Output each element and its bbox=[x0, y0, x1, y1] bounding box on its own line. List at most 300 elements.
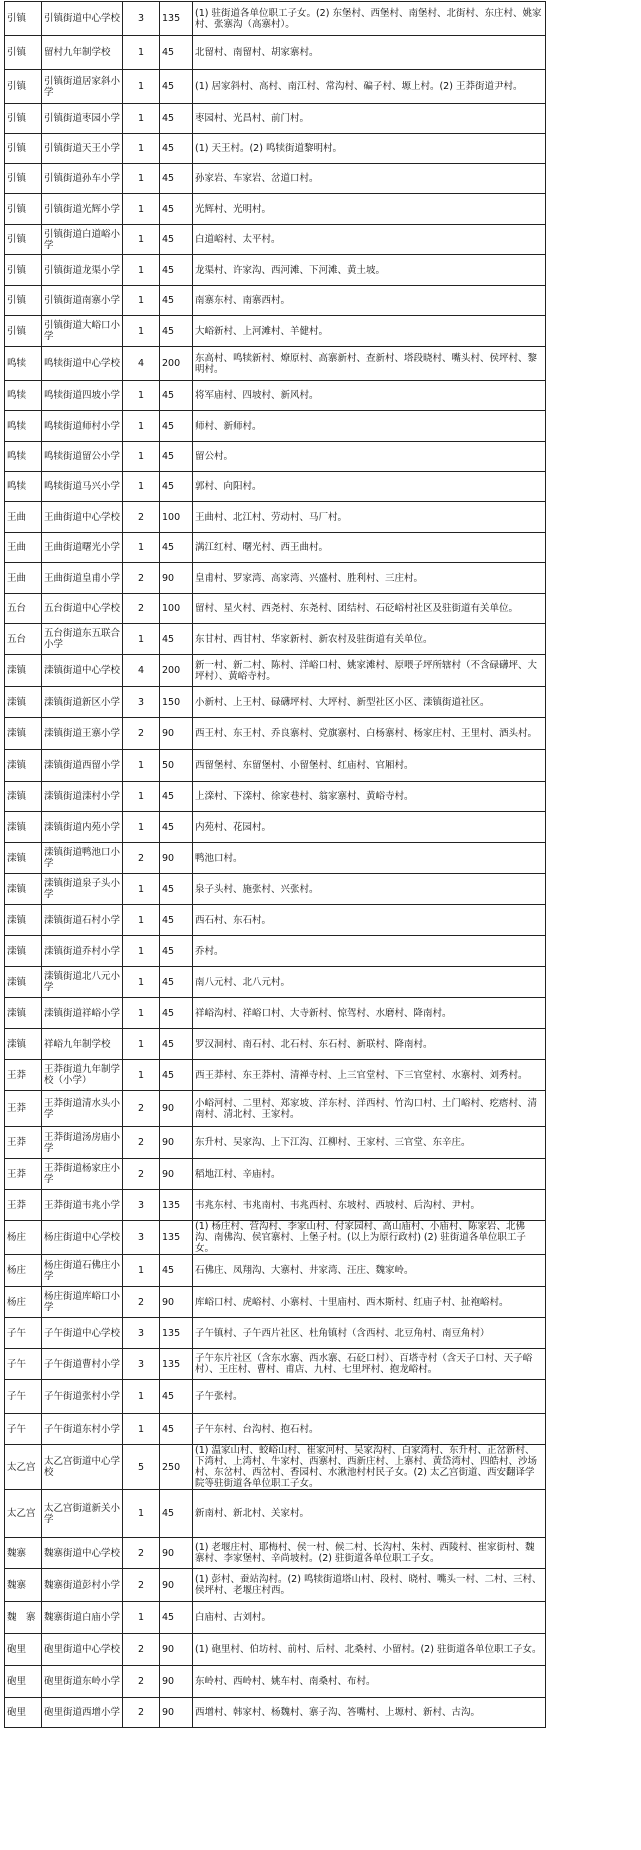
student-count-cell: 135 bbox=[160, 1221, 193, 1255]
service-area-cell: 西王村、东王村、乔良寨村、党旗寨村、白杨寨村、杨家庄村、王里村、酒头村。 bbox=[193, 718, 546, 750]
town-cell: 砲里 bbox=[5, 1666, 42, 1698]
service-area-cell: (1) 杨庄村、营沟村、李家山村、付家园村、高山庙村、小庙村、陈家岩、北佛沟、南佛沟、侯官寨村、上堡子村。(以上为原行政村) (2) 驻街道各单位职工子女。 bbox=[193, 1221, 546, 1255]
service-area-cell: 子午东村、台沟村、抱石村。 bbox=[193, 1414, 546, 1445]
school-name-cell: 滦镇街道新区小学 bbox=[42, 687, 123, 718]
school-name-cell: 王莽街道杨家庄小学 bbox=[42, 1159, 123, 1190]
school-name-cell: 滦镇街道泉子头小学 bbox=[42, 874, 123, 905]
student-count-cell: 45 bbox=[160, 533, 193, 563]
table-row bbox=[5, 1029, 546, 1060]
class-count-cell: 1 bbox=[123, 533, 160, 563]
table-row bbox=[5, 594, 546, 624]
town-cell: 子午 bbox=[5, 1318, 42, 1349]
class-count-cell: 3 bbox=[123, 1349, 160, 1380]
town-cell: 五台 bbox=[5, 594, 42, 624]
student-count-cell: 45 bbox=[160, 286, 193, 316]
class-count-cell: 3 bbox=[123, 1221, 160, 1255]
class-count-cell: 3 bbox=[123, 2, 160, 36]
class-count-cell: 1 bbox=[123, 164, 160, 194]
town-cell: 鸣犊 bbox=[5, 411, 42, 442]
table-row bbox=[5, 1634, 546, 1666]
table-row bbox=[5, 624, 546, 655]
service-area-cell: 罗汉洞村、南石村、北石村、东石村、新联村、降南村。 bbox=[193, 1029, 546, 1060]
school-name-cell: 五台街道东五联合小学 bbox=[42, 624, 123, 655]
class-count-cell: 1 bbox=[123, 472, 160, 502]
service-area-cell: 内苑村、花园村。 bbox=[193, 812, 546, 843]
service-area-cell: 南寨东村、南寨西村。 bbox=[193, 286, 546, 316]
school-name-cell: 王曲街道曙光小学 bbox=[42, 533, 123, 563]
table-row bbox=[5, 1255, 546, 1287]
table-row bbox=[5, 286, 546, 316]
table-row bbox=[5, 347, 546, 381]
service-area-cell: 西增村、韩家村、杨魏村、寨子沟、答嘴村、上塬村、新村、古沟。 bbox=[193, 1698, 546, 1728]
class-count-cell: 1 bbox=[123, 36, 160, 70]
table-row bbox=[5, 843, 546, 874]
class-count-cell: 2 bbox=[123, 718, 160, 750]
table-row bbox=[5, 718, 546, 750]
service-area-cell: 韦兆东村、韦兆南村、韦兆西村、东坡村、西坡村、后沟村、尹村。 bbox=[193, 1190, 546, 1221]
service-area-cell: 子午东片社区（含东水寨、西水寨、石砭口村）、百塔寺村（含天子口村、天子峪村）、王庄村、曹村、甫店、九村、七里坪村、抱龙峪村。 bbox=[193, 1349, 546, 1380]
class-count-cell: 1 bbox=[123, 381, 160, 411]
school-name-cell: 引镇街道白道峪小学 bbox=[42, 225, 123, 255]
student-count-cell: 45 bbox=[160, 967, 193, 998]
class-count-cell: 1 bbox=[123, 1490, 160, 1538]
table-row bbox=[5, 134, 546, 164]
table-row bbox=[5, 1349, 546, 1380]
student-count-cell: 135 bbox=[160, 1349, 193, 1380]
student-count-cell: 45 bbox=[160, 936, 193, 967]
student-count-cell: 90 bbox=[160, 1698, 193, 1728]
service-area-cell: (1) 驻街道各单位职工子女。(2) 东堡村、西堡村、南堡村、北街村、东庄村、姚家村、张寨沟（高寨村）。 bbox=[193, 2, 546, 36]
class-count-cell: 1 bbox=[123, 286, 160, 316]
student-count-cell: 90 bbox=[160, 1127, 193, 1159]
town-cell: 滦镇 bbox=[5, 812, 42, 843]
class-count-cell: 5 bbox=[123, 1445, 160, 1490]
town-cell: 滦镇 bbox=[5, 936, 42, 967]
town-cell: 引镇 bbox=[5, 286, 42, 316]
service-area-cell: 枣园村、光昌村、前门村。 bbox=[193, 104, 546, 134]
student-count-cell: 45 bbox=[160, 1602, 193, 1634]
school-name-cell: 王曲街道皇甫小学 bbox=[42, 563, 123, 594]
school-name-cell: 王莽街道汤房庙小学 bbox=[42, 1127, 123, 1159]
student-count-cell: 45 bbox=[160, 194, 193, 225]
class-count-cell: 2 bbox=[123, 1666, 160, 1698]
town-cell: 引镇 bbox=[5, 134, 42, 164]
table-row bbox=[5, 1060, 546, 1091]
table-row bbox=[5, 1380, 546, 1414]
student-count-cell: 250 bbox=[160, 1445, 193, 1490]
town-cell: 王莽 bbox=[5, 1060, 42, 1091]
town-cell: 引镇 bbox=[5, 194, 42, 225]
class-count-cell: 1 bbox=[123, 255, 160, 286]
class-count-cell: 2 bbox=[123, 1127, 160, 1159]
student-count-cell: 45 bbox=[160, 812, 193, 843]
student-count-cell: 90 bbox=[160, 843, 193, 874]
school-name-cell: 子午街道中心学校 bbox=[42, 1318, 123, 1349]
town-cell: 砲里 bbox=[5, 1634, 42, 1666]
school-name-cell: 王莽街道韦兆小学 bbox=[42, 1190, 123, 1221]
town-cell: 引镇 bbox=[5, 2, 42, 36]
town-cell: 王曲 bbox=[5, 502, 42, 533]
class-count-cell: 2 bbox=[123, 1287, 160, 1318]
student-count-cell: 45 bbox=[160, 472, 193, 502]
service-area-cell: 石佛庄、凤翔沟、大寨村、井家湾、汪庄、魏家岭。 bbox=[193, 1255, 546, 1287]
service-area-cell: 白道峪村、太平村。 bbox=[193, 225, 546, 255]
town-cell: 滦镇 bbox=[5, 998, 42, 1029]
town-cell: 滦镇 bbox=[5, 750, 42, 782]
school-name-cell: 引镇街道光辉小学 bbox=[42, 194, 123, 225]
town-cell: 杨庄 bbox=[5, 1221, 42, 1255]
service-area-cell: 乔村。 bbox=[193, 936, 546, 967]
town-cell: 子午 bbox=[5, 1380, 42, 1414]
table-row bbox=[5, 2, 546, 36]
school-name-cell: 滦镇街道中心学校 bbox=[42, 655, 123, 687]
student-count-cell: 135 bbox=[160, 2, 193, 36]
school-name-cell: 引镇街道大峪口小学 bbox=[42, 316, 123, 347]
table-row bbox=[5, 905, 546, 936]
school-name-cell: 滦镇街道滦村小学 bbox=[42, 782, 123, 812]
class-count-cell: 2 bbox=[123, 1698, 160, 1728]
class-count-cell: 1 bbox=[123, 1255, 160, 1287]
town-cell: 引镇 bbox=[5, 316, 42, 347]
school-name-cell: 太乙宫街道中心学校 bbox=[42, 1445, 123, 1490]
school-district-table bbox=[4, 1, 546, 1728]
school-name-cell: 滦镇街道乔村小学 bbox=[42, 936, 123, 967]
student-count-cell: 45 bbox=[160, 134, 193, 164]
class-count-cell: 1 bbox=[123, 624, 160, 655]
class-count-cell: 1 bbox=[123, 70, 160, 104]
school-name-cell: 滦镇街道王寨小学 bbox=[42, 718, 123, 750]
town-cell: 五台 bbox=[5, 624, 42, 655]
class-count-cell: 1 bbox=[123, 998, 160, 1029]
student-count-cell: 90 bbox=[160, 1538, 193, 1569]
school-name-cell: 鸣犊街道四坡小学 bbox=[42, 381, 123, 411]
town-cell: 滦镇 bbox=[5, 905, 42, 936]
school-name-cell: 引镇街道天王小学 bbox=[42, 134, 123, 164]
class-count-cell: 2 bbox=[123, 594, 160, 624]
table-row bbox=[5, 874, 546, 905]
table-row bbox=[5, 381, 546, 411]
school-name-cell: 滦镇街道北八元小学 bbox=[42, 967, 123, 998]
town-cell: 王莽 bbox=[5, 1190, 42, 1221]
table-row bbox=[5, 1318, 546, 1349]
class-count-cell: 2 bbox=[123, 1159, 160, 1190]
school-name-cell: 魏寨街道中心学校 bbox=[42, 1538, 123, 1569]
school-name-cell: 王莽街道九年制学校（小学） bbox=[42, 1060, 123, 1091]
student-count-cell: 90 bbox=[160, 1091, 193, 1127]
service-area-cell: 留公村。 bbox=[193, 442, 546, 472]
service-area-cell: 龙渠村、许家沟、西河滩、下河滩、黄土坡。 bbox=[193, 255, 546, 286]
service-area-cell: 稻地江村、辛庙村。 bbox=[193, 1159, 546, 1190]
class-count-cell: 1 bbox=[123, 194, 160, 225]
town-cell: 杨庄 bbox=[5, 1255, 42, 1287]
student-count-cell: 45 bbox=[160, 1255, 193, 1287]
town-cell: 王莽 bbox=[5, 1127, 42, 1159]
school-name-cell: 子午街道曹村小学 bbox=[42, 1349, 123, 1380]
table-row bbox=[5, 472, 546, 502]
service-area-cell: 东甘村、西甘村、华家新村、新农村及驻街道有关单位。 bbox=[193, 624, 546, 655]
service-area-cell: 师村、新师村。 bbox=[193, 411, 546, 442]
service-area-cell: 东岭村、西岭村、姚车村、南桑村、布村。 bbox=[193, 1666, 546, 1698]
service-area-cell: (1) 天王村。(2) 鸣犊街道黎明村。 bbox=[193, 134, 546, 164]
student-count-cell: 45 bbox=[160, 442, 193, 472]
town-cell: 太乙宫 bbox=[5, 1445, 42, 1490]
table-row bbox=[5, 563, 546, 594]
service-area-cell: 郭村、向阳村。 bbox=[193, 472, 546, 502]
service-area-cell: 祥峪沟村、祥峪口村、大寺新村、惊驾村、水磨村、降南村。 bbox=[193, 998, 546, 1029]
student-count-cell: 90 bbox=[160, 1569, 193, 1602]
school-name-cell: 杨庄街道石佛庄小学 bbox=[42, 1255, 123, 1287]
service-area-cell: 泉子头村、施张村、兴张村。 bbox=[193, 874, 546, 905]
class-count-cell: 1 bbox=[123, 936, 160, 967]
class-count-cell: 3 bbox=[123, 1318, 160, 1349]
class-count-cell: 1 bbox=[123, 1414, 160, 1445]
service-area-cell: (1) 砲里村、伯坊村、前村、后村、北桑村、小留村。(2) 驻街道各单位职工子女。 bbox=[193, 1634, 546, 1666]
school-name-cell: 杨庄街道中心学校 bbox=[42, 1221, 123, 1255]
school-name-cell: 太乙宫街道新关小学 bbox=[42, 1490, 123, 1538]
class-count-cell: 1 bbox=[123, 104, 160, 134]
student-count-cell: 200 bbox=[160, 655, 193, 687]
school-name-cell: 引镇街道南寨小学 bbox=[42, 286, 123, 316]
table-row bbox=[5, 1287, 546, 1318]
town-cell: 鸣犊 bbox=[5, 347, 42, 381]
table-row bbox=[5, 1091, 546, 1127]
table-row bbox=[5, 1414, 546, 1445]
table-row bbox=[5, 411, 546, 442]
service-area-cell: 光辉村、光明村。 bbox=[193, 194, 546, 225]
class-count-cell: 1 bbox=[123, 1602, 160, 1634]
town-cell: 子午 bbox=[5, 1349, 42, 1380]
table-row bbox=[5, 533, 546, 563]
town-cell: 引镇 bbox=[5, 255, 42, 286]
service-area-cell: 将军庙村、四坡村、新风村。 bbox=[193, 381, 546, 411]
student-count-cell: 45 bbox=[160, 1029, 193, 1060]
student-count-cell: 45 bbox=[160, 1380, 193, 1414]
school-name-cell: 鸣犊街道师村小学 bbox=[42, 411, 123, 442]
student-count-cell: 45 bbox=[160, 104, 193, 134]
class-count-cell: 1 bbox=[123, 750, 160, 782]
student-count-cell: 45 bbox=[160, 36, 193, 70]
school-name-cell: 祥峪九年制学校 bbox=[42, 1029, 123, 1060]
table-row bbox=[5, 812, 546, 843]
table-row bbox=[5, 1445, 546, 1490]
town-cell: 引镇 bbox=[5, 225, 42, 255]
class-count-cell: 1 bbox=[123, 812, 160, 843]
table-row bbox=[5, 1159, 546, 1190]
class-count-cell: 1 bbox=[123, 225, 160, 255]
school-name-cell: 引镇街道龙渠小学 bbox=[42, 255, 123, 286]
class-count-cell: 1 bbox=[123, 442, 160, 472]
school-name-cell: 引镇街道居家斜小学 bbox=[42, 70, 123, 104]
town-cell: 滦镇 bbox=[5, 782, 42, 812]
school-name-cell: 滦镇街道鸭池口小学 bbox=[42, 843, 123, 874]
class-count-cell: 1 bbox=[123, 316, 160, 347]
class-count-cell: 2 bbox=[123, 1634, 160, 1666]
school-name-cell: 魏寨街道白庙小学 bbox=[42, 1602, 123, 1634]
class-count-cell: 2 bbox=[123, 1091, 160, 1127]
student-count-cell: 135 bbox=[160, 1318, 193, 1349]
school-name-cell: 滦镇街道祥峪小学 bbox=[42, 998, 123, 1029]
town-cell: 魏寨 bbox=[5, 1538, 42, 1569]
table-row bbox=[5, 1698, 546, 1728]
class-count-cell: 3 bbox=[123, 1190, 160, 1221]
school-name-cell: 杨庄街道库峪口小学 bbox=[42, 1287, 123, 1318]
school-name-cell: 魏寨街道彭村小学 bbox=[42, 1569, 123, 1602]
service-area-cell: 西王莽村、东王莽村、清禅寺村、上三官堂村、下三官堂村、水寨村、刘秀村。 bbox=[193, 1060, 546, 1091]
class-count-cell: 4 bbox=[123, 347, 160, 381]
town-cell: 王曲 bbox=[5, 563, 42, 594]
table-row bbox=[5, 1127, 546, 1159]
table-row bbox=[5, 70, 546, 104]
town-cell: 王莽 bbox=[5, 1159, 42, 1190]
school-name-cell: 鸣犊街道中心学校 bbox=[42, 347, 123, 381]
student-count-cell: 45 bbox=[160, 1414, 193, 1445]
school-name-cell: 砲里街道西增小学 bbox=[42, 1698, 123, 1728]
service-area-cell: (1) 温家山村、蛟峪山村、崔家河村、吴家沟村、白家湾村、东升村、正岔新村、下湾村、上湾村、牛家村、西寨村、西新庄村、上寨村、黄岱湾村、四皓村、沙场村、东岔村、西岔村、香园村、水湫池村村民子女。(2) 太乙宫街道、西安翻译学院等驻街道各单位职工子女。 bbox=[193, 1445, 546, 1490]
student-count-cell: 45 bbox=[160, 905, 193, 936]
school-name-cell: 滦镇街道石村小学 bbox=[42, 905, 123, 936]
table-row bbox=[5, 1602, 546, 1634]
student-count-cell: 135 bbox=[160, 1190, 193, 1221]
service-area-cell: 留村、星火村、西尧村、东尧村、团结村、石砭峪村社区及驻街道有关单位。 bbox=[193, 594, 546, 624]
table-row bbox=[5, 104, 546, 134]
town-cell: 子午 bbox=[5, 1414, 42, 1445]
school-name-cell: 王曲街道中心学校 bbox=[42, 502, 123, 533]
student-count-cell: 45 bbox=[160, 1060, 193, 1091]
service-area-cell: 新一村、新二村、陈村、洋峪口村、姚家滩村、原喂子坪所辖村（不含碌礴坪、大坪村）、黄峪寺村。 bbox=[193, 655, 546, 687]
school-name-cell: 留村九年制学校 bbox=[42, 36, 123, 70]
school-name-cell: 砲里街道东岭小学 bbox=[42, 1666, 123, 1698]
town-cell: 王莽 bbox=[5, 1091, 42, 1127]
town-cell: 滦镇 bbox=[5, 1029, 42, 1060]
town-cell: 王曲 bbox=[5, 533, 42, 563]
service-area-cell: 西留堡村、东留堡村、小留堡村、红庙村、官厢村。 bbox=[193, 750, 546, 782]
table-body bbox=[5, 2, 546, 1728]
student-count-cell: 45 bbox=[160, 164, 193, 194]
service-area-cell: 南八元村、北八元村。 bbox=[193, 967, 546, 998]
student-count-cell: 100 bbox=[160, 594, 193, 624]
town-cell: 滦镇 bbox=[5, 874, 42, 905]
table-row bbox=[5, 687, 546, 718]
school-name-cell: 子午街道东村小学 bbox=[42, 1414, 123, 1445]
town-cell: 鸣犊 bbox=[5, 442, 42, 472]
student-count-cell: 45 bbox=[160, 316, 193, 347]
student-count-cell: 45 bbox=[160, 782, 193, 812]
class-count-cell: 2 bbox=[123, 502, 160, 533]
town-cell: 引镇 bbox=[5, 164, 42, 194]
student-count-cell: 45 bbox=[160, 70, 193, 104]
town-cell: 杨庄 bbox=[5, 1287, 42, 1318]
table-row bbox=[5, 225, 546, 255]
student-count-cell: 45 bbox=[160, 255, 193, 286]
service-area-cell: 子午镇村、子午西片社区、杜角镇村（含西村、北豆角村、南豆角村） bbox=[193, 1318, 546, 1349]
school-name-cell: 滦镇街道西留小学 bbox=[42, 750, 123, 782]
service-area-cell: 新南村、新北村、关家村。 bbox=[193, 1490, 546, 1538]
town-cell: 砲里 bbox=[5, 1698, 42, 1728]
class-count-cell: 4 bbox=[123, 655, 160, 687]
student-count-cell: 90 bbox=[160, 563, 193, 594]
school-name-cell: 鸣犊街道马兴小学 bbox=[42, 472, 123, 502]
student-count-cell: 200 bbox=[160, 347, 193, 381]
table-row bbox=[5, 502, 546, 533]
table-row bbox=[5, 442, 546, 472]
service-area-cell: 东升村、吴家沟、上下江沟、江柳村、王家村、三官堂、东辛庄。 bbox=[193, 1127, 546, 1159]
class-count-cell: 1 bbox=[123, 1029, 160, 1060]
service-area-cell: 王曲村、北江村、劳动村、马厂村。 bbox=[193, 502, 546, 533]
student-count-cell: 90 bbox=[160, 1666, 193, 1698]
student-count-cell: 45 bbox=[160, 998, 193, 1029]
school-name-cell: 鸣犊街道留公小学 bbox=[42, 442, 123, 472]
service-area-cell: 满江红村、曙光村、西王曲村。 bbox=[193, 533, 546, 563]
table-row bbox=[5, 1221, 546, 1255]
class-count-cell: 1 bbox=[123, 134, 160, 164]
service-area-cell: 孙家岩、车家岩、岔道口村。 bbox=[193, 164, 546, 194]
town-cell: 引镇 bbox=[5, 70, 42, 104]
class-count-cell: 2 bbox=[123, 563, 160, 594]
student-count-cell: 90 bbox=[160, 1159, 193, 1190]
table-row bbox=[5, 194, 546, 225]
service-area-cell: 小峪河村、二里村、郑家坡、洋东村、洋西村、竹沟口村、土门峪村、疙瘩村、清南村、清北村、王家村。 bbox=[193, 1091, 546, 1127]
table-row bbox=[5, 655, 546, 687]
service-area-cell: 白庙村、古刘村。 bbox=[193, 1602, 546, 1634]
town-cell: 鸣犊 bbox=[5, 381, 42, 411]
town-cell: 鸣犊 bbox=[5, 472, 42, 502]
table-row bbox=[5, 1569, 546, 1602]
service-area-cell: 西石村、东石村。 bbox=[193, 905, 546, 936]
student-count-cell: 50 bbox=[160, 750, 193, 782]
school-name-cell: 王莽街道清水头小学 bbox=[42, 1091, 123, 1127]
student-count-cell: 90 bbox=[160, 1634, 193, 1666]
student-count-cell: 45 bbox=[160, 624, 193, 655]
class-count-cell: 1 bbox=[123, 1060, 160, 1091]
town-cell: 太乙宫 bbox=[5, 1490, 42, 1538]
town-cell: 引镇 bbox=[5, 104, 42, 134]
table-row bbox=[5, 255, 546, 286]
class-count-cell: 1 bbox=[123, 874, 160, 905]
class-count-cell: 1 bbox=[123, 411, 160, 442]
service-area-cell: 鸭池口村。 bbox=[193, 843, 546, 874]
table-row bbox=[5, 1538, 546, 1569]
service-area-cell: 上滦村、下滦村、徐家巷村、翁家寨村、黄峪寺村。 bbox=[193, 782, 546, 812]
town-cell: 魏 寨 bbox=[5, 1602, 42, 1634]
table-row bbox=[5, 36, 546, 70]
class-count-cell: 2 bbox=[123, 1538, 160, 1569]
class-count-cell: 3 bbox=[123, 687, 160, 718]
town-cell: 滦镇 bbox=[5, 843, 42, 874]
table-row bbox=[5, 316, 546, 347]
student-count-cell: 150 bbox=[160, 687, 193, 718]
table-row bbox=[5, 936, 546, 967]
school-name-cell: 砲里街道中心学校 bbox=[42, 1634, 123, 1666]
class-count-cell: 1 bbox=[123, 1380, 160, 1414]
service-area-cell: (1) 彭村、蚕站沟村。(2) 鸣犊街道塔山村、段村、晓村、嘴头一村、二村、三村、侯坪村、老堰庄村西。 bbox=[193, 1569, 546, 1602]
student-count-cell: 45 bbox=[160, 225, 193, 255]
class-count-cell: 1 bbox=[123, 967, 160, 998]
town-cell: 滦镇 bbox=[5, 967, 42, 998]
table-row bbox=[5, 967, 546, 998]
service-area-cell: 皇甫村、罗家湾、高家湾、兴盛村、胜利村、三庄村。 bbox=[193, 563, 546, 594]
school-name-cell: 引镇街道枣园小学 bbox=[42, 104, 123, 134]
service-area-cell: 大峪新村、上河滩村、羊健村。 bbox=[193, 316, 546, 347]
school-name-cell: 子午街道张村小学 bbox=[42, 1380, 123, 1414]
student-count-cell: 100 bbox=[160, 502, 193, 533]
service-area-cell: 库峪口村、虎峪村、小寨村、十里庙村、西木斯村、红庙子村、扯袍峪村。 bbox=[193, 1287, 546, 1318]
service-area-cell: 东高村、鸣犊新村、燎原村、高寨新村、查新村、塔段晓村、嘴头村、侯坪村、黎明村。 bbox=[193, 347, 546, 381]
student-count-cell: 45 bbox=[160, 1490, 193, 1538]
table-row bbox=[5, 782, 546, 812]
class-count-cell: 2 bbox=[123, 1569, 160, 1602]
school-name-cell: 引镇街道中心学校 bbox=[42, 2, 123, 36]
service-area-cell: 小新村、上王村、碌礴坪村、大坪村、新型社区小区、滦镇街道社区。 bbox=[193, 687, 546, 718]
